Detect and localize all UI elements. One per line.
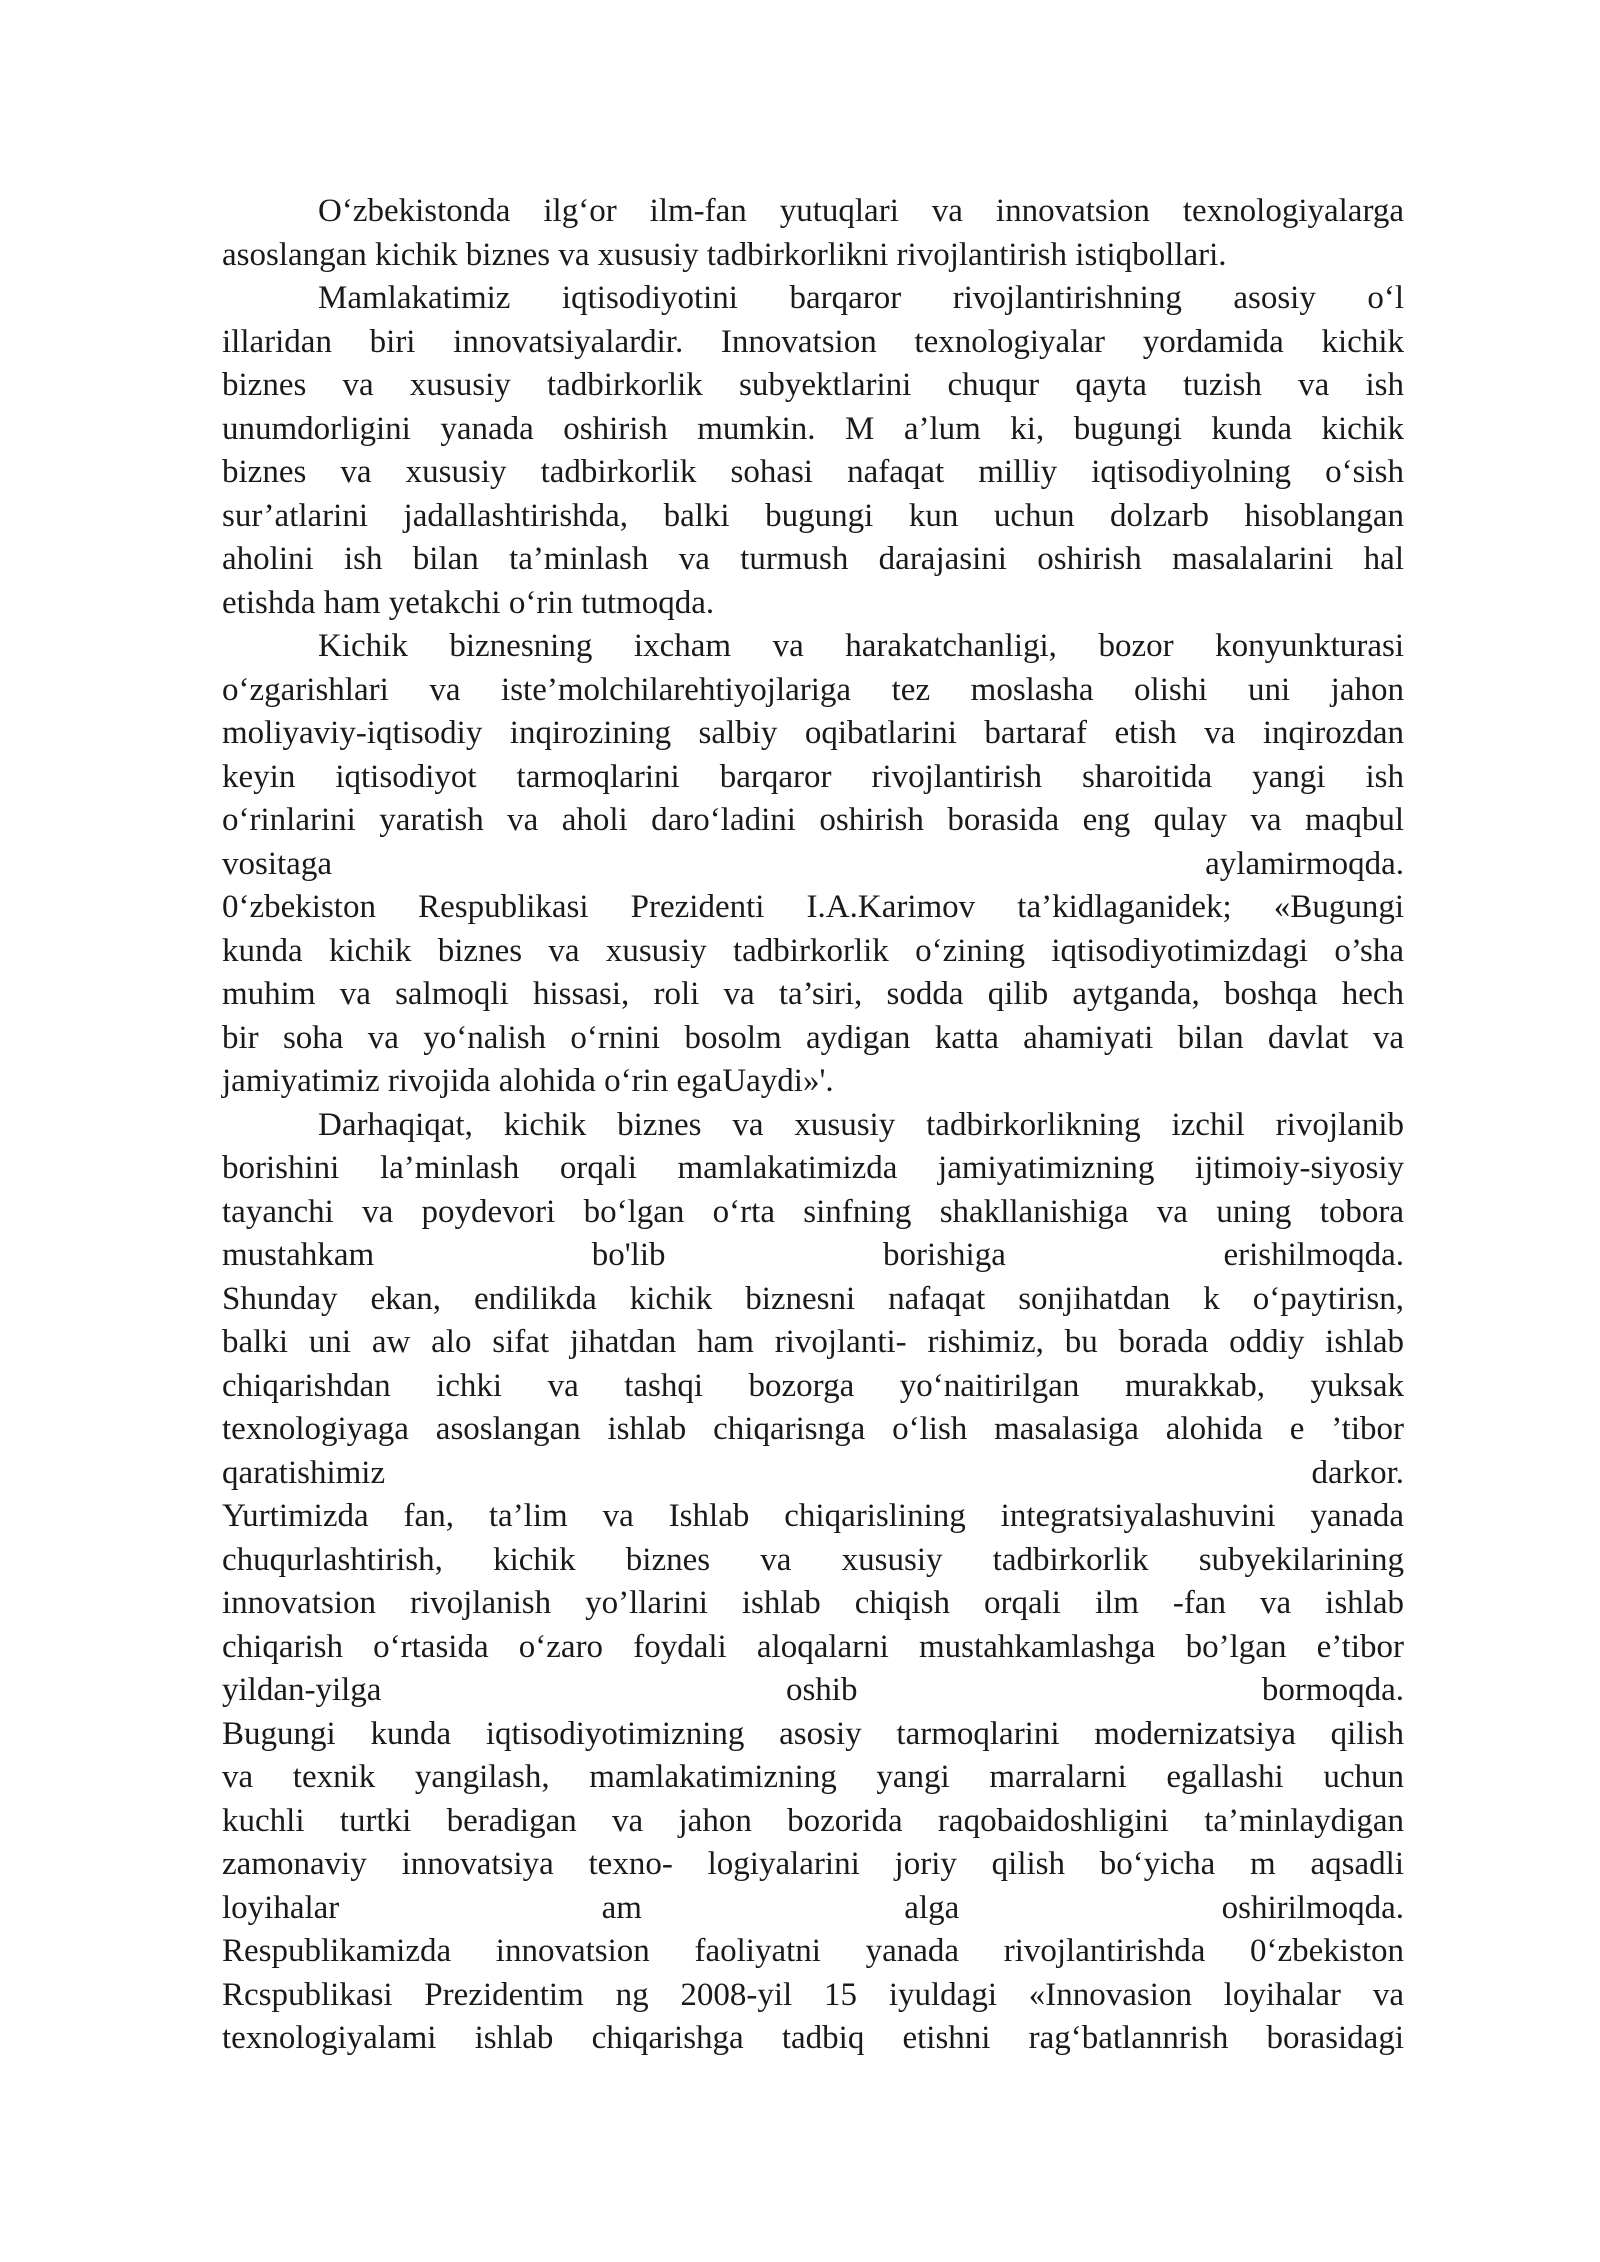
- text-line: texnologiyaga asoslangan ishlab chiqarisnga o‘lish masalasiga alohida e ’tibor: [222, 1411, 1404, 1447]
- text-line: mustahkam bo'lib borishiga erishilmoqda.: [222, 1237, 1404, 1273]
- text-line: asoslangan kichik biznes va xususiy tadbirkorlikni rivojlantirish istiqbollari.: [222, 236, 1227, 273]
- text-line: biznes va xususiy tadbirkorlik subyektlarini chuqur qayta tuzish va ish: [222, 367, 1404, 403]
- text-line: borishini la’minlash orqali mamlakatimizda jamiyatimizning ijtimoiy-siyosiy: [222, 1150, 1404, 1186]
- text-line: vositaga aylamirmoqda.: [222, 845, 1404, 882]
- text-line: innovatsion rivojlanish yo’llarini ishlab chiqish orqali ilm -fan va ishlab: [222, 1585, 1404, 1621]
- text-line: Rcspublikasi Prezidentim ng 2008-yil 15 iyuldagi «Innovasion loyihalar va: [222, 1976, 1404, 2013]
- text-line: bir soha va yo‘nalish o‘rnini bosolm aydigan katta ahamiyati bilan davlat va: [222, 1019, 1404, 1056]
- text-line: Shunday ekan, endilikda kichik biznesni nafaqat sonjihatdan k o‘paytirisn,: [222, 1280, 1404, 1317]
- text-line: sur’atlarini jadallashtirishda, balki bugungi kun uchun dolzarb hisoblangan: [222, 497, 1404, 534]
- text-line: kunda kichik biznes va xususiy tadbirkorlik o‘zining iqtisodiyotimizdagi o’sha: [222, 932, 1404, 969]
- text-line: kuchli turtki beradigan va jahon bozorida raqobaidoshligini ta’minlaydigan: [222, 1802, 1404, 1839]
- text-line: illaridan biri innovatsiyalardir. Innovatsion texnologiyalar yordamida kichik: [222, 323, 1404, 360]
- text-line: o‘rinlarini yaratish va aholi daro‘ladini oshirish borasida eng qulay va maqbul: [222, 802, 1404, 838]
- text-line: Mamlakatimiz iqtisodiyotini barqaror rivojlantirishning asosiy o‘l: [318, 280, 1404, 316]
- text-line: qaratishimiz darkor.: [222, 1454, 1404, 1491]
- text-line: moliyaviy-iqtisodiy inqirozining salbiy oqibatlarini bartaraf etish va inqirozdan: [222, 715, 1404, 751]
- text-line: balki uni aw alo sifat jihatdan ham rivojlanti- rishimiz, bu borada oddiy ishlab: [222, 1324, 1404, 1360]
- text-line: etishda ham yetakchi o‘rin tutmoqda.: [222, 584, 715, 621]
- text-line: Yurtimizda fan, ta’lim va Ishlab chiqarislining integratsiyalashuvini yanada: [222, 1498, 1404, 1534]
- text-line: unumdorligini yanada oshirish mumkin. M a’lum ki, bugungi kunda kichik: [222, 410, 1404, 447]
- text-line: Respublikamizda innovatsion faoliyatni yanada rivojlantirishda 0‘zbekiston: [222, 1933, 1404, 1969]
- text-line: keyin iqtisodiyot tarmoqlarini barqaror rivojlantirish sharoitida yangi ish: [222, 758, 1404, 795]
- text-line: chiqarish o‘rtasida o‘zaro foydali aloqalarni mustahkamlashga bo’lgan e’tibor: [222, 1628, 1404, 1665]
- text-line: Kichik biznesning ixcham va harakatchanligi, bozor konyunkturasi: [318, 628, 1404, 664]
- text-line: Darhaqiqat, kichik biznes va xususiy tadbirkorlikning izchil rivojlanib: [318, 1106, 1404, 1143]
- text-line: tayanchi va poydevori bo‘lgan o‘rta sinfning shakllanishiga va uning tobora: [222, 1193, 1404, 1230]
- text-line: yildan-yilga oshib bormoqda.: [222, 1672, 1404, 1708]
- text-line: biznes va xususiy tadbirkorlik sohasi nafaqat milliy iqtisodiyolning o‘sish: [222, 454, 1404, 490]
- text-line: chiqarishdan ichki va tashqi bozorga yo‘naitirilgan murakkab, yuksak: [222, 1367, 1404, 1404]
- text-line: texnologiyalami ishlab chiqarishga tadbiq etishni rag‘batlannrish borasidagi: [222, 2020, 1404, 2056]
- text-line: aholini ish bilan ta’minlash va turmush darajasini oshirish masalalarini hal: [222, 541, 1404, 577]
- document-body: [222, 190, 1404, 2061]
- text-line: Bugungi kunda iqtisodiyotimizning asosiy tarmoqlarini modernizatsiya qilish: [222, 1715, 1404, 1752]
- text-line: o‘zgarishlari va iste’molchilarehtiyojlariga tez moslasha olishi uni jahon: [222, 671, 1404, 708]
- text-line: zamonaviy innovatsiya texno- logiyalarini joriy qilish bo‘yicha m aqsadli: [222, 1846, 1404, 1882]
- text-line: loyihalar am alga oshirilmoqda.: [222, 1889, 1404, 1926]
- text-line: va texnik yangilash, mamlakatimizning yangi marralarni egallashi uchun: [222, 1759, 1404, 1795]
- text-line: O‘zbekistonda ilg‘or ilm-fan yutuqlari va innovatsion texnologiyalarga: [318, 193, 1404, 229]
- text-line: muhim va salmoqli hissasi, roli va ta’siri, sodda qilib aytganda, boshqa hech: [222, 976, 1404, 1012]
- text-line: 0‘zbekiston Respublikasi Prezidenti I.A.Karimov ta’kidlaganidek; «Bugungi: [222, 889, 1404, 925]
- text-line: chuqurlashtirish, kichik biznes va xususiy tadbirkorlik subyekilarining: [222, 1541, 1404, 1578]
- text-line: jamiyatimiz rivojida alohida o‘rin egaUaydi»'.: [222, 1063, 834, 1099]
